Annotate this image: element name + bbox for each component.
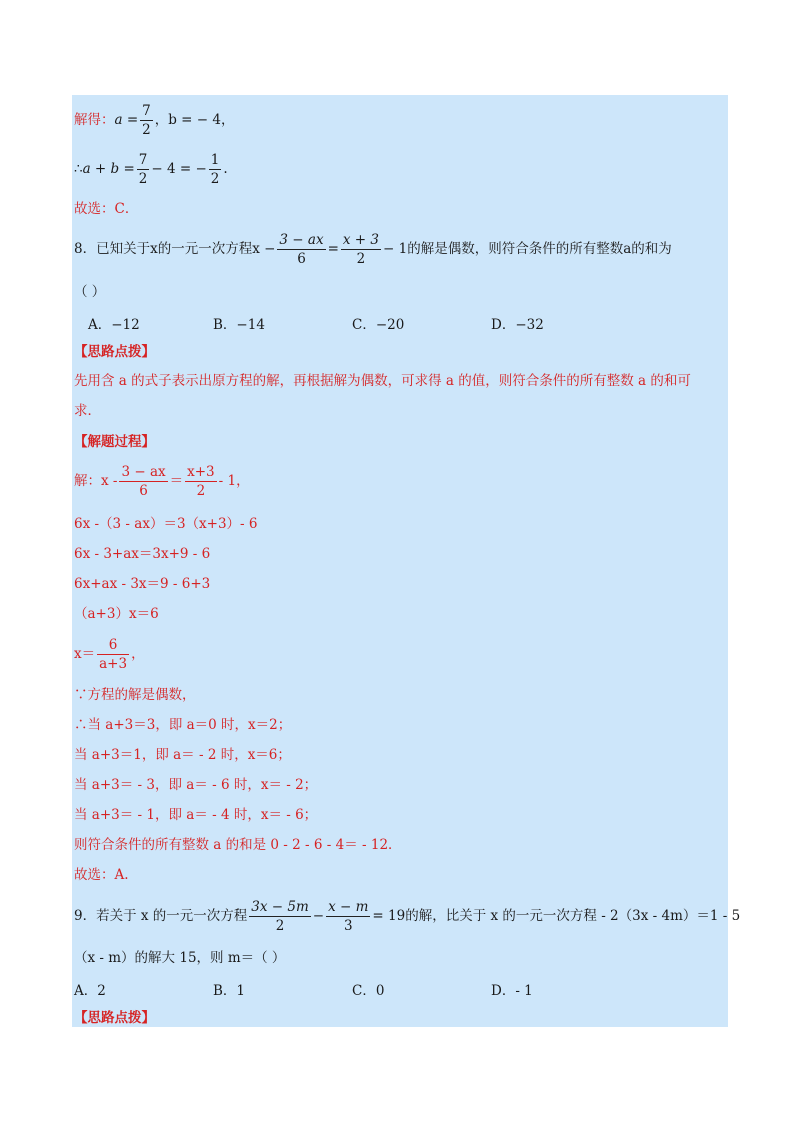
minus-four: − 4 = −	[151, 161, 207, 177]
q9-fraction-2: $\frac{x - m}{3}$	[328, 899, 369, 934]
sol-step-7: ∵方程的解是偶数，	[74, 687, 196, 703]
hint-text-1a: 先用含 a 的式子表示出原方程的解，再根据解为偶数，可求得 a 的值，则符合条件的所有整数 a 的和可	[74, 373, 691, 389]
question-8-paren: （ ）	[74, 284, 106, 300]
question-8-stem	[74, 232, 672, 267]
sol-step-1-pre: 解：x -	[74, 473, 118, 489]
solve-label: 解得：	[74, 112, 115, 128]
a-equals: a =	[114, 112, 139, 128]
fraction-7-2: $\frac{7}{2}$	[142, 103, 151, 138]
fraction-7-2b: $\frac{7}{2}$	[138, 152, 148, 187]
sol-fraction-3: $\frac{6}{a+3}$	[99, 637, 128, 672]
q8-stem-post: − 1的解是偶数，则符合条件的所有整数a的和为	[383, 241, 672, 257]
question-9-stem	[74, 899, 740, 934]
hint-title-2: 【思路点拨】	[74, 1010, 155, 1026]
sol-step-8: ∴当 a+3＝3，即 a＝0 时，x＝2；	[74, 717, 292, 733]
therefore-symbol: ∴	[74, 161, 83, 177]
solution-line-2	[74, 152, 228, 187]
q8-equals: =	[327, 241, 339, 257]
q8-stem-pre: 8．已知关于x的一元一次方程x −	[74, 241, 276, 257]
sol-step-3: 6x - 3+ax＝3x+9 - 6	[74, 546, 211, 562]
sol-step-9: 当 a+3＝1，即 a＝ - 2 时，x＝6；	[74, 747, 291, 763]
q8-fraction-1: $\frac{3 - ax}{6}$	[279, 232, 324, 267]
sol-step-13: 故选：A.	[74, 867, 129, 883]
sol-step-6-pre: x＝	[74, 646, 96, 662]
q9-option-a[interactable]: A．2	[74, 983, 106, 999]
q8-fraction-2: $\frac{x + 3}{2}$	[342, 232, 379, 267]
solution-line-1	[74, 103, 234, 138]
sol-step-11: 当 a+3＝ - 1，即 a＝ - 4 时，x＝ - 6；	[74, 807, 318, 823]
q8-option-c[interactable]: C．−20	[352, 317, 405, 333]
sol-step-1-eq: ＝	[169, 473, 184, 489]
fraction-1-2: $\frac{1}{2}$	[210, 152, 220, 187]
sol-step-6	[74, 637, 145, 672]
question-9-line-2: （x - m）的解大 15，则 m＝（ ）	[74, 950, 286, 966]
q8-option-a[interactable]: A．−12	[88, 317, 140, 333]
q9-option-c[interactable]: C．0	[352, 983, 385, 999]
b-value: ，b = − 4，	[154, 112, 235, 128]
q9-fraction-1: $\frac{3x - 5m}{2}$	[251, 899, 309, 934]
sol-fraction-1: $\frac{3 - ax}{6}$	[121, 464, 166, 499]
q9-minus: −	[312, 908, 325, 924]
hint-text-1b: 求．	[74, 403, 101, 419]
sol-fraction-2: $\frac{x+3}{2}$	[187, 464, 215, 499]
sol-step-12: 则符合条件的所有整数 a 的和是 0 - 2 - 6 - 4＝ - 12．	[74, 837, 402, 853]
sol-step-10: 当 a+3＝ - 3，即 a＝ - 6 时，x＝ - 2；	[74, 777, 318, 793]
sol-step-6-post: ，	[131, 646, 145, 662]
sol-step-4: 6x+ax - 3x＝9 - 6+3	[74, 576, 211, 592]
hint-title-1: 【思路点拨】	[74, 344, 155, 360]
q9-stem-post: = 19的解，比关于 x 的一元一次方程 - 2（3x - 4m）＝1 - 5	[372, 908, 741, 924]
sol-step-5: （a+3）x＝6	[74, 606, 159, 622]
period: .	[223, 161, 228, 177]
q9-stem-pre: 9．若关于 x 的一元一次方程	[74, 908, 248, 924]
a-plus-b: a + b =	[82, 161, 135, 177]
solution-title: 【解题过程】	[74, 434, 155, 450]
q9-option-d[interactable]: D．- 1	[491, 983, 533, 999]
sol-step-2: 6x -（3 - ax）＝3（x+3）- 6	[74, 516, 258, 532]
q9-option-b[interactable]: B．1	[213, 983, 246, 999]
answer-c: 故选：C．	[74, 201, 139, 217]
sol-step-1-post: - 1，	[218, 473, 250, 489]
q8-option-d[interactable]: D．−32	[491, 317, 544, 333]
sol-step-1	[74, 464, 250, 499]
q8-option-b[interactable]: B．−14	[213, 317, 265, 333]
